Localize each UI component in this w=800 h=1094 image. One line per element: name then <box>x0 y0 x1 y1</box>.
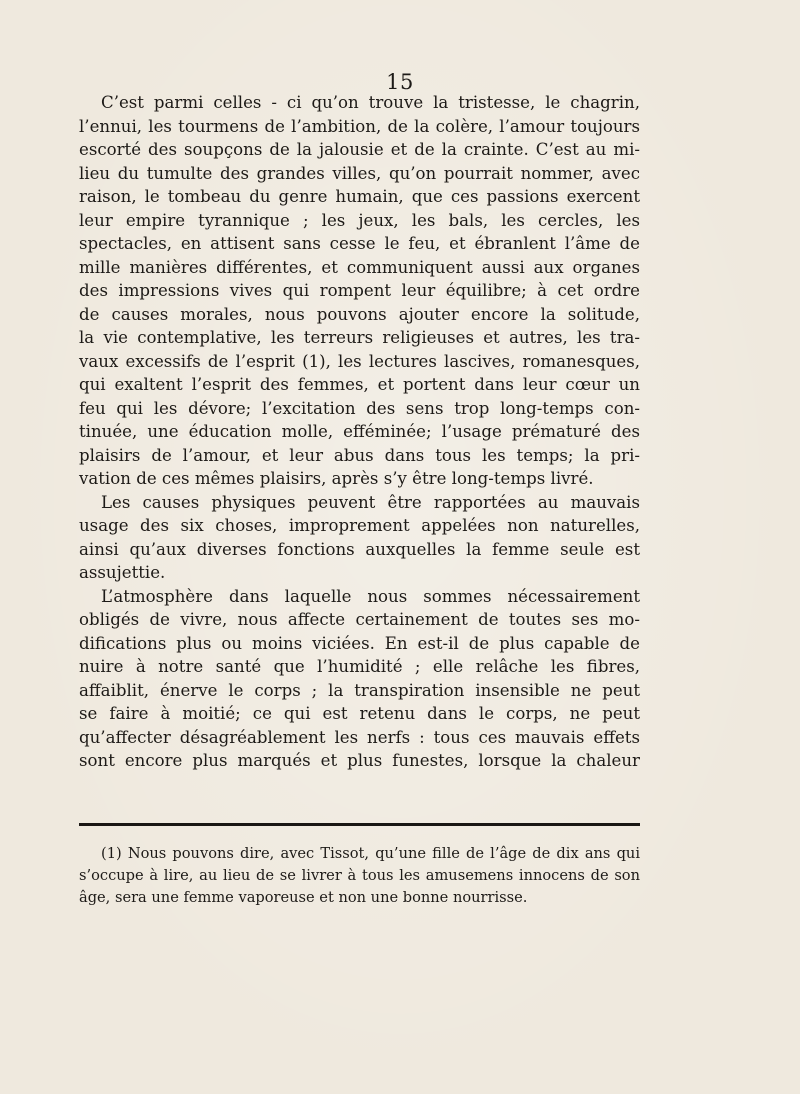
page-number: 15 <box>386 70 414 94</box>
text-line: leur empire tyrannique ; les jeux, les bals, les cercles, les <box>79 210 640 230</box>
text-line: ainsi qu’aux diverses fonctions auxquelles la femme seule est <box>79 539 640 559</box>
text-line: tinuée, une éducation molle, efféminée; l’usage prématuré des <box>79 422 640 441</box>
text-line: plaisirs de l’amour, et leur abus dans tous les temps; la pri- <box>79 445 640 465</box>
footnotes <box>79 843 640 909</box>
text-line: raison, le tombeau du genre humain, que ces passions exercent <box>79 187 640 206</box>
footnote-line: (1) Nous pouvons dire, avec Tissot, qu’une fille de l’âge de dix ans qui <box>101 845 640 862</box>
text-line: spectacles, en attisent sans cesse le feu, et ébranlent l’âme de <box>79 234 640 253</box>
footnote-line: âge, sera une femme vaporeuse et non une bonne nourrisse. <box>79 889 528 906</box>
text-line: L’atmosphère dans laquelle nous sommes nécessairement <box>101 586 640 606</box>
text-line: mille manières différentes, et communiquent aussi aux organes <box>79 257 640 277</box>
footnote-line: s’occupe à lire, au lieu de se livrer à tous les amusemens innocens de son <box>79 867 640 884</box>
text-line: usage des six choses, improprement appelées non naturelles, <box>79 516 640 535</box>
text-line: affaiblit, énerve le corps ; la transpiration insensible ne peut <box>79 680 640 700</box>
footnote-separator <box>79 823 640 826</box>
text-line: Les causes physiques peuvent être rapportées au mauvais <box>101 492 640 512</box>
text-line: l’ennui, les tourmens de l’ambition, de la colère, l’amour toujours <box>79 116 640 136</box>
text-line: vation de ces mêmes plaisirs, après s’y être long-temps livré. <box>79 469 594 488</box>
text-line: obligés de vivre, nous affecte certainement de toutes ses mo- <box>79 610 640 629</box>
text-line: feu qui les dévore; l’excitation des sens trop long-temps con- <box>79 398 640 418</box>
text-line: se faire à moitié; ce qui est retenu dans le corps, ne peut <box>79 704 640 723</box>
text-line: C’est parmi celles - ci qu’on trouve la tristesse, le chagrin, <box>101 93 640 112</box>
text-line: qu’affecter désagréablement les nerfs : tous ces mauvais effets <box>79 727 640 747</box>
text-line: assujettie. <box>79 563 166 582</box>
text-line: escorté des soupçons de la jalousie et de la crainte. C’est au mi- <box>79 140 640 159</box>
text-line: difications plus ou moins viciées. En est-il de plus capable de <box>79 633 640 653</box>
text-line: sont encore plus marqués et plus funestes, lorsque la chaleur <box>79 751 640 770</box>
text-line: lieu du tumulte des grandes villes, qu’on pourrait nommer, avec <box>79 163 640 183</box>
text-line: de causes morales, nous pouvons ajouter encore la solitude, <box>79 304 640 324</box>
text-line: des impressions vives qui rompent leur équilibre; à cet ordre <box>79 281 640 300</box>
text-line: nuire à notre santé que l’humidité ; elle relâche les fibres, <box>79 657 640 676</box>
body-text <box>79 91 640 773</box>
text-line: qui exaltent l’esprit des femmes, et portent dans leur cœur un <box>79 375 640 394</box>
text-line: vaux excessifs de l’esprit (1), les lectures lascives, romanesques, <box>79 351 640 371</box>
text-line: la vie contemplative, les terreurs religieuses et autres, les tra- <box>79 328 640 347</box>
